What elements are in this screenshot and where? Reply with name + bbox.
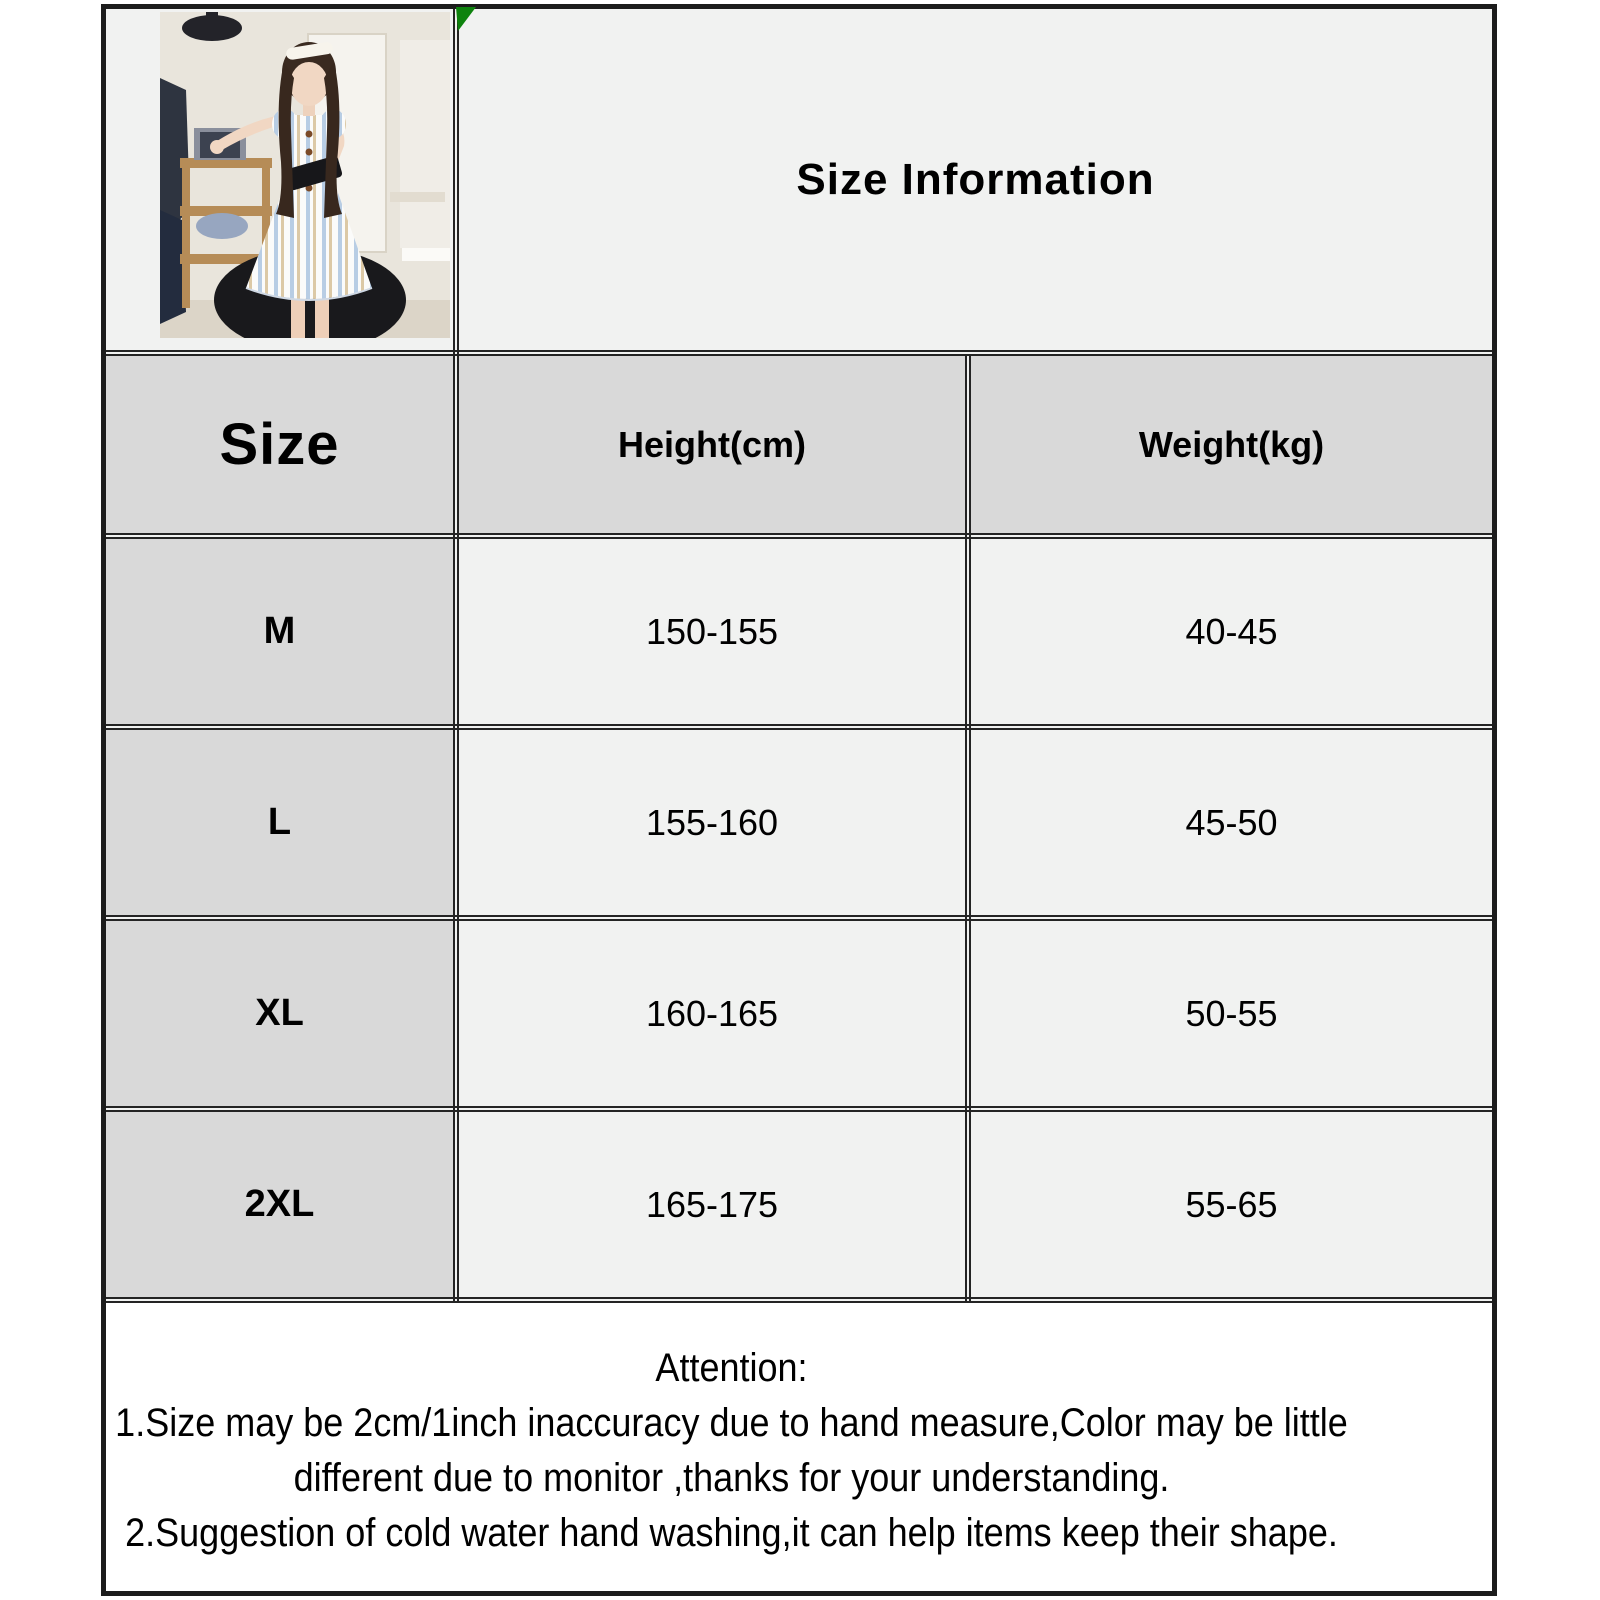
table-row xyxy=(106,727,1492,918)
height-cell: 155-160 xyxy=(456,727,968,918)
product-photo xyxy=(160,12,450,338)
height-cell: 160-165 xyxy=(456,918,968,1109)
weight-cell: 45-50 xyxy=(968,727,1492,918)
column-header-weight: Weight(kg) xyxy=(968,353,1492,536)
size-cell: M xyxy=(106,536,456,727)
weight-cell: 40-45 xyxy=(968,536,1492,727)
table-row xyxy=(106,918,1492,1109)
attention-title: Attention: xyxy=(655,1346,808,1390)
column-header-size: Size xyxy=(106,353,456,536)
height-cell: 165-175 xyxy=(456,1109,968,1300)
attention-text xyxy=(106,1333,1353,1561)
attention-line: different due to monitor ,thanks for your understanding. xyxy=(293,1456,1170,1500)
attention-line: 2.Suggestion of cold water hand washing,it can help items keep their shape. xyxy=(125,1511,1338,1555)
attention-line: 1.Size may be 2cm/1inch inaccuracy due to hand measure,Color may be little xyxy=(115,1401,1348,1445)
size-information-table xyxy=(106,9,1492,1591)
weight-cell: 50-55 xyxy=(968,918,1492,1109)
table-header-row xyxy=(106,353,1492,536)
height-cell: 150-155 xyxy=(456,536,968,727)
corner-flag-icon xyxy=(456,7,478,33)
top-row xyxy=(106,9,1492,353)
attention-row xyxy=(106,1300,1492,1591)
size-cell: L xyxy=(106,727,456,918)
size-chart-panel xyxy=(101,4,1497,1596)
table-row xyxy=(106,536,1492,727)
table-row xyxy=(106,1109,1492,1300)
size-cell: 2XL xyxy=(106,1109,456,1300)
page-title: Size Information xyxy=(456,9,1492,353)
weight-cell: 55-65 xyxy=(968,1109,1492,1300)
product-photo-cell xyxy=(106,9,456,353)
column-header-height: Height(cm) xyxy=(456,353,968,536)
size-cell: XL xyxy=(106,918,456,1109)
attention-section xyxy=(106,1300,1492,1591)
